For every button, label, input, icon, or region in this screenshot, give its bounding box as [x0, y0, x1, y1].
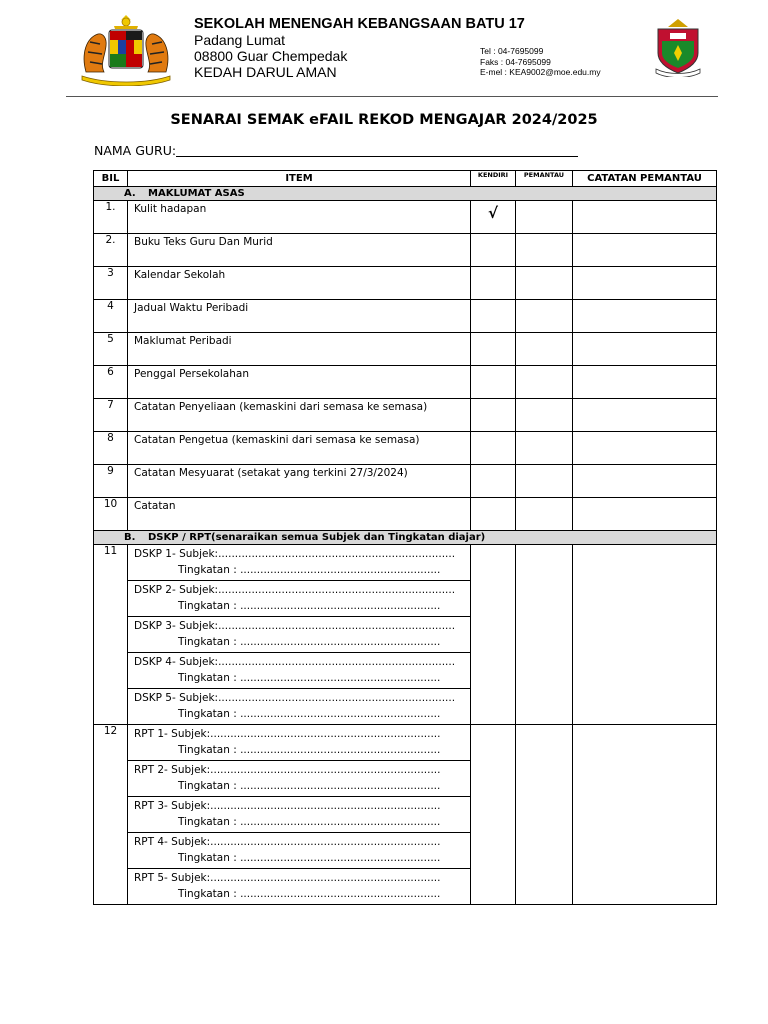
- catatan-pemantau-cell[interactable]: [573, 725, 717, 905]
- school-name: SEKOLAH MENENGAH KEBANGSAAN BATU 17: [194, 16, 525, 32]
- row-number: 3: [94, 267, 128, 300]
- section-b-row: [94, 531, 717, 545]
- kendiri-checkbox[interactable]: [471, 267, 516, 300]
- tingkatan-field[interactable]: Tingkatan : ............................................................: [178, 600, 441, 612]
- row-item: Catatan Pengetua (kemaskini dari semasa ke semasa): [128, 432, 471, 465]
- section-a-row: [94, 187, 717, 201]
- kendiri-checkbox[interactable]: [471, 465, 516, 498]
- tingkatan-field[interactable]: Tingkatan : ............................................................: [178, 708, 441, 720]
- dskp-entry: [128, 689, 471, 725]
- checklist-table: [93, 170, 717, 905]
- dskp-entry: [128, 581, 471, 617]
- catatan-pemantau-cell[interactable]: [573, 545, 717, 725]
- dskp-entry: [128, 545, 471, 581]
- section-a-title: A. MAKLUMAT ASAS: [94, 187, 717, 201]
- kendiri-checkbox[interactable]: √: [471, 201, 516, 234]
- catatan-pemantau-cell[interactable]: [573, 366, 717, 399]
- school-header: [194, 16, 525, 80]
- row-item: Catatan: [128, 498, 471, 531]
- pemantau-checkbox[interactable]: [516, 333, 573, 366]
- row-number: 1.: [94, 201, 128, 234]
- row-item: Catatan Mesyuarat (setakat yang terkini 27/3/2024): [128, 465, 471, 498]
- row-number: 6: [94, 366, 128, 399]
- tingkatan-field[interactable]: Tingkatan : ............................................................: [178, 672, 441, 684]
- header-divider: [66, 96, 718, 97]
- document-title: SENARAI SEMAK eFAIL REKOD MENGAJAR 2024/2025: [170, 112, 598, 128]
- table-row: [94, 234, 717, 267]
- pemantau-checkbox[interactable]: [516, 300, 573, 333]
- subjek-field[interactable]: RPT 5- Subjek:.....................................................................: [134, 872, 441, 884]
- table-row: [94, 333, 717, 366]
- subjek-field[interactable]: DSKP 1- Subjek:.......................................................................: [134, 548, 456, 560]
- address-line-3: KEDAH DARUL AMAN: [194, 64, 337, 80]
- pemantau-checkbox[interactable]: [516, 498, 573, 531]
- catatan-pemantau-cell[interactable]: [573, 300, 717, 333]
- pemantau-checkbox[interactable]: [516, 366, 573, 399]
- subjek-field[interactable]: RPT 4- Subjek:.....................................................................: [134, 836, 441, 848]
- pemantau-checkbox[interactable]: [516, 432, 573, 465]
- kendiri-checkbox[interactable]: [471, 432, 516, 465]
- school-crest-icon: [654, 17, 702, 77]
- column-header-pemantau: PEMANTAU: [516, 171, 573, 187]
- row-item: Kulit hadapan: [128, 201, 471, 234]
- row-number: 12: [94, 725, 128, 905]
- rpt-entry: [128, 833, 471, 869]
- catatan-pemantau-cell[interactable]: [573, 498, 717, 531]
- tingkatan-field[interactable]: Tingkatan : ............................................................: [178, 852, 441, 864]
- table-row: [94, 498, 717, 531]
- row-number: 8: [94, 432, 128, 465]
- telephone: Tel : 04-7695099: [480, 46, 544, 56]
- column-header-item: ITEM: [128, 171, 471, 187]
- catatan-pemantau-cell[interactable]: [573, 267, 717, 300]
- rpt-row: [94, 725, 717, 761]
- table-row: [94, 267, 717, 300]
- tingkatan-field[interactable]: Tingkatan : ............................................................: [178, 564, 441, 576]
- table-row: [94, 366, 717, 399]
- kendiri-checkbox[interactable]: [471, 498, 516, 531]
- rpt-entry: [128, 725, 471, 761]
- tingkatan-field[interactable]: Tingkatan : ............................................................: [178, 780, 441, 792]
- table-row: [94, 201, 717, 234]
- row-item: Maklumat Peribadi: [128, 333, 471, 366]
- email: E-mel : KEA9002@moe.edu.my: [480, 67, 601, 77]
- row-number: 11: [94, 545, 128, 725]
- subjek-field[interactable]: DSKP 2- Subjek:.......................................................................: [134, 584, 456, 596]
- tingkatan-field[interactable]: Tingkatan : ............................................................: [178, 888, 441, 900]
- kendiri-checkbox[interactable]: [471, 333, 516, 366]
- subjek-field[interactable]: RPT 2- Subjek:.....................................................................: [134, 764, 441, 776]
- catatan-pemantau-cell[interactable]: [573, 465, 717, 498]
- row-item: Buku Teks Guru Dan Murid: [128, 234, 471, 267]
- pemantau-checkbox[interactable]: [516, 267, 573, 300]
- table-row: [94, 399, 717, 432]
- pemantau-checkbox[interactable]: [516, 725, 573, 905]
- dskp-row: [94, 545, 717, 581]
- catatan-pemantau-cell[interactable]: [573, 399, 717, 432]
- column-header-catatan: CATATAN PEMANTAU: [573, 171, 717, 187]
- pemantau-checkbox[interactable]: [516, 399, 573, 432]
- teacher-name-field[interactable]: [176, 156, 578, 157]
- subjek-field[interactable]: DSKP 3- Subjek:.......................................................................: [134, 620, 456, 632]
- contact-block: [480, 46, 601, 78]
- pemantau-checkbox[interactable]: [516, 234, 573, 267]
- pemantau-checkbox[interactable]: [516, 201, 573, 234]
- dskp-entry: [128, 653, 471, 689]
- row-number: 2.: [94, 234, 128, 267]
- address-line-1: Padang Lumat: [194, 32, 286, 48]
- catatan-pemantau-cell[interactable]: [573, 201, 717, 234]
- tingkatan-field[interactable]: Tingkatan : ............................................................: [178, 636, 441, 648]
- kendiri-checkbox[interactable]: [471, 234, 516, 267]
- row-number: 9: [94, 465, 128, 498]
- row-item: Jadual Waktu Peribadi: [128, 300, 471, 333]
- column-header-kendiri: KENDIRI: [471, 171, 516, 187]
- catatan-pemantau-cell[interactable]: [573, 432, 717, 465]
- subjek-field[interactable]: RPT 1- Subjek:.....................................................................: [134, 728, 441, 740]
- address-line-2: 08800 Guar Chempedak: [194, 48, 348, 64]
- subjek-field[interactable]: RPT 3- Subjek:.....................................................................: [134, 800, 441, 812]
- kendiri-checkbox[interactable]: [471, 366, 516, 399]
- catatan-pemantau-cell[interactable]: [573, 333, 717, 366]
- teacher-name-label: NAMA GURU:: [94, 143, 177, 158]
- rpt-entry: [128, 761, 471, 797]
- table-row: [94, 300, 717, 333]
- rpt-entry: [128, 797, 471, 833]
- table-row: [94, 432, 717, 465]
- column-header-bil: BIL: [94, 171, 128, 187]
- kendiri-checkbox[interactable]: [471, 399, 516, 432]
- coat-of-arms-icon: [76, 14, 176, 86]
- table-row: [94, 465, 717, 498]
- kendiri-checkbox[interactable]: [471, 300, 516, 333]
- row-item: Catatan Penyeliaan (kemaskini dari semasa ke semasa): [128, 399, 471, 432]
- row-number: 7: [94, 399, 128, 432]
- row-number: 5: [94, 333, 128, 366]
- pemantau-checkbox[interactable]: [516, 545, 573, 725]
- kendiri-checkbox[interactable]: [471, 725, 516, 905]
- row-item: Penggal Persekolahan: [128, 366, 471, 399]
- table-header-row: [94, 171, 717, 187]
- row-number: 10: [94, 498, 128, 531]
- tingkatan-field[interactable]: Tingkatan : ............................................................: [178, 744, 441, 756]
- subjek-field[interactable]: DSKP 5- Subjek:.......................................................................: [134, 692, 456, 704]
- tingkatan-field[interactable]: Tingkatan : ............................................................: [178, 816, 441, 828]
- rpt-entry: [128, 869, 471, 905]
- row-number: 4: [94, 300, 128, 333]
- fax: Faks : 04-7695099: [480, 56, 551, 67]
- section-b-title: B. DSKP / RPT(senaraikan semua Subjek dan Tingkatan diajar): [94, 531, 717, 545]
- pemantau-checkbox[interactable]: [516, 465, 573, 498]
- subjek-field[interactable]: DSKP 4- Subjek:.......................................................................: [134, 656, 456, 668]
- kendiri-checkbox[interactable]: [471, 545, 516, 725]
- row-item: Kalendar Sekolah: [128, 267, 471, 300]
- dskp-entry: [128, 617, 471, 653]
- catatan-pemantau-cell[interactable]: [573, 234, 717, 267]
